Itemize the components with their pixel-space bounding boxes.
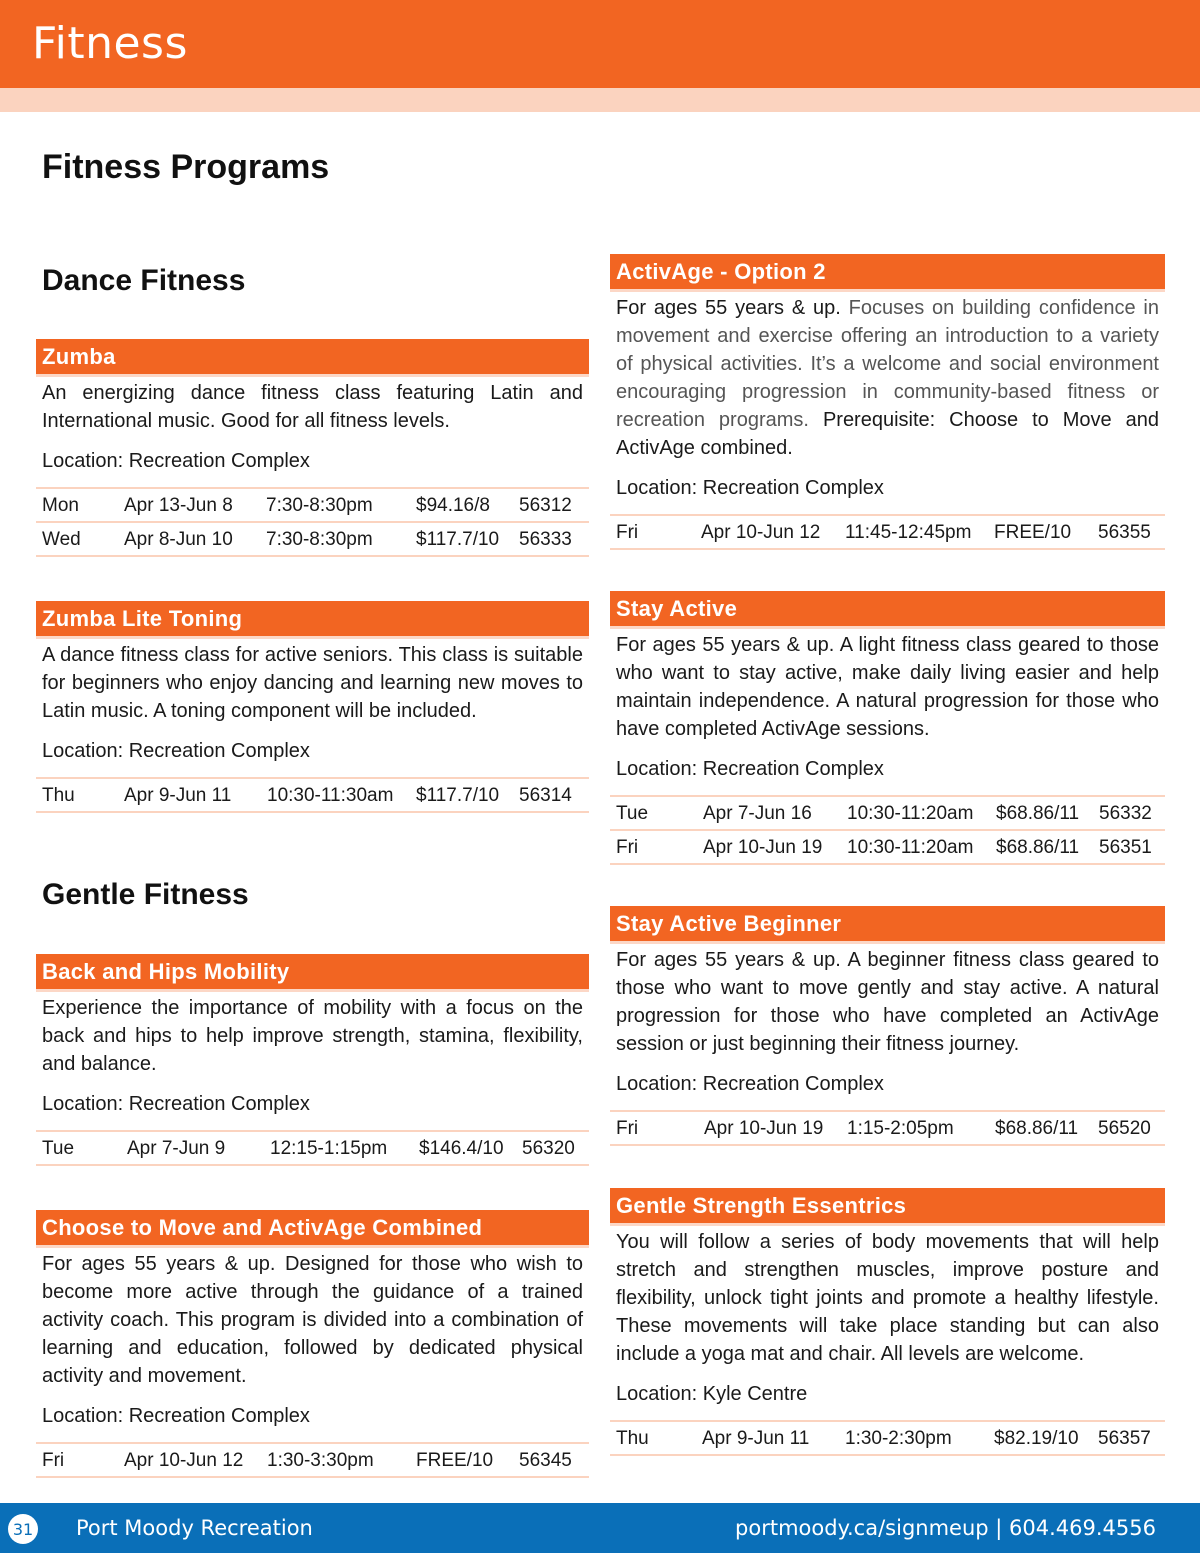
program-location: Location: Recreation Complex bbox=[42, 740, 310, 762]
row-code: 56520 bbox=[1098, 1118, 1151, 1139]
description-intro: For ages 55 years & up. bbox=[616, 297, 841, 319]
program-description: For ages 55 years & up. A beginner fitness class geared to those who want to move gently and stay active. A natural progression for those who have completed an ActivAge session or just beginning their fitness journey. bbox=[616, 949, 1159, 1055]
row-price: $68.86/11 bbox=[996, 803, 1080, 824]
row-time: 7:30-8:30pm bbox=[266, 529, 373, 550]
row-time: 10:30-11:20am bbox=[847, 803, 974, 824]
footer-contact-link[interactable]: portmoody.ca/signmeup | 604.469.4556 bbox=[735, 1516, 1156, 1540]
schedule-row[interactable] bbox=[36, 1444, 589, 1478]
program-name: Stay Active bbox=[616, 595, 738, 621]
program-zumba-lite-toning bbox=[36, 601, 589, 813]
row-day: Tue bbox=[42, 1138, 75, 1159]
row-dates: Apr 10-Jun 12 bbox=[701, 522, 821, 543]
schedule-table bbox=[36, 487, 589, 557]
row-dates: Apr 8-Jun 10 bbox=[124, 529, 233, 550]
row-dates: Apr 7-Jun 16 bbox=[703, 803, 812, 824]
row-time: 10:30-11:30am bbox=[267, 785, 394, 806]
row-time: 11:45-12:45pm bbox=[845, 522, 972, 543]
program-header bbox=[36, 601, 589, 639]
program-stay-active-beginner bbox=[610, 906, 1165, 1146]
program-location: Location: Recreation Complex bbox=[616, 477, 884, 499]
program-header bbox=[610, 1188, 1165, 1226]
program-gentle-strength-essentrics bbox=[610, 1188, 1165, 1456]
program-zumba bbox=[36, 339, 589, 557]
row-day: Fri bbox=[42, 1450, 65, 1471]
program-header bbox=[36, 339, 589, 377]
footer-org-name: Port Moody Recreation bbox=[76, 1516, 313, 1540]
row-time: 1:15-2:05pm bbox=[847, 1118, 954, 1139]
row-day: Fri bbox=[616, 837, 639, 858]
row-code: 56314 bbox=[519, 785, 572, 806]
row-price: $94.16/8 bbox=[416, 495, 490, 516]
program-header bbox=[36, 1210, 589, 1248]
schedule-row[interactable] bbox=[610, 1112, 1165, 1146]
section-title-dance: Dance Fitness bbox=[42, 264, 246, 297]
row-code: 56357 bbox=[1098, 1428, 1151, 1449]
page-number: 31 bbox=[8, 1514, 38, 1544]
row-price: $117.7/10 bbox=[416, 529, 500, 550]
program-name: Choose to Move and ActivAge Combined bbox=[42, 1214, 483, 1240]
schedule-table bbox=[36, 1442, 589, 1478]
row-price: $68.86/11 bbox=[996, 837, 1080, 858]
row-day: Wed bbox=[42, 529, 81, 550]
row-code: 56351 bbox=[1099, 837, 1152, 858]
row-day: Tue bbox=[616, 803, 649, 824]
row-code: 56333 bbox=[519, 529, 572, 550]
schedule-row[interactable] bbox=[36, 523, 589, 557]
program-header bbox=[610, 906, 1165, 944]
program-header bbox=[610, 591, 1165, 629]
row-time: 10:30-11:20am bbox=[847, 837, 974, 858]
program-name: Gentle Strength Essentrics bbox=[616, 1192, 907, 1218]
schedule-row[interactable] bbox=[610, 831, 1165, 865]
banner-stripe bbox=[0, 88, 1200, 112]
section-title-gentle: Gentle Fitness bbox=[42, 878, 249, 911]
schedule-row[interactable] bbox=[36, 779, 589, 813]
banner-title: Fitness bbox=[32, 18, 188, 69]
program-description: For ages 55 years & up. A light fitness class geared to those who want to stay active, make daily living easier and help maintain independence. A natural progression for those who have completed ActivAge sessions. bbox=[616, 634, 1159, 740]
row-dates: Apr 7-Jun 9 bbox=[127, 1138, 226, 1159]
row-dates: Apr 10-Jun 19 bbox=[704, 1118, 824, 1139]
row-dates: Apr 9-Jun 11 bbox=[124, 785, 232, 806]
program-location: Location: Recreation Complex bbox=[616, 758, 884, 780]
schedule-row[interactable] bbox=[610, 797, 1165, 831]
schedule-table bbox=[610, 514, 1165, 550]
program-location: Location: Recreation Complex bbox=[42, 450, 310, 472]
program-activage-option-2 bbox=[610, 254, 1165, 550]
row-price: FREE/10 bbox=[994, 522, 1072, 543]
schedule-table bbox=[610, 795, 1165, 865]
row-price: $117.7/10 bbox=[416, 785, 500, 806]
row-time: 1:30-3:30pm bbox=[267, 1450, 374, 1471]
description-focus: Focuses on building confidence in movement and exercise offering an introduction to a variety of physical activities. It’s a welcome and social environment encouraging progression in community-based fitness or recreation programs. bbox=[616, 297, 1160, 431]
row-code: 56355 bbox=[1098, 522, 1151, 543]
row-code: 56312 bbox=[519, 495, 572, 516]
program-description: For ages 55 years & up. Designed for those who wish to become more active through the guidance of a trained activity coach. This program is divided into a combination of learning and education, followed by dedicated physical activity and movement. bbox=[42, 1253, 583, 1387]
row-time: 1:30-2:30pm bbox=[845, 1428, 952, 1449]
schedule-row[interactable] bbox=[36, 1132, 589, 1166]
row-price: FREE/10 bbox=[416, 1450, 494, 1471]
program-description bbox=[610, 292, 1165, 462]
program-location: Location: Recreation Complex bbox=[616, 1073, 884, 1095]
row-day: Mon bbox=[42, 495, 79, 516]
program-description: A dance fitness class for active seniors. This class is suitable for beginners who enjoy dancing and learning new moves to Latin music. A toning component will be included. bbox=[42, 644, 583, 722]
program-back-hips-mobility bbox=[36, 954, 589, 1166]
program-name: Zumba Lite Toning bbox=[42, 605, 243, 631]
row-price: $82.19/10 bbox=[994, 1428, 1079, 1449]
row-time: 12:15-1:15pm bbox=[270, 1138, 388, 1159]
program-header bbox=[36, 954, 589, 992]
page-title: Fitness Programs bbox=[42, 148, 330, 186]
schedule-row[interactable] bbox=[36, 489, 589, 523]
row-code: 56345 bbox=[519, 1450, 572, 1471]
row-dates: Apr 10-Jun 12 bbox=[124, 1450, 244, 1471]
program-location: Location: Kyle Centre bbox=[616, 1383, 808, 1405]
row-time: 7:30-8:30pm bbox=[266, 495, 373, 516]
schedule-table bbox=[36, 1130, 589, 1166]
row-code: 56332 bbox=[1099, 803, 1152, 824]
description-prerequisite: Prerequisite: Choose to Move and ActivAge combined. bbox=[616, 409, 1159, 459]
program-stay-active bbox=[610, 591, 1165, 865]
program-name: Back and Hips Mobility bbox=[42, 958, 290, 984]
program-name: Zumba bbox=[42, 343, 116, 369]
program-choose-to-move bbox=[36, 1210, 589, 1478]
program-description: Experience the importance of mobility with a focus on the back and hips to help improve strength, stamina, flexibility, and balance. bbox=[42, 997, 583, 1075]
row-price: $146.4/10 bbox=[419, 1138, 504, 1159]
row-dates: Apr 9-Jun 11 bbox=[702, 1428, 810, 1449]
schedule-row[interactable] bbox=[610, 1422, 1165, 1456]
row-dates: Apr 13-Jun 8 bbox=[124, 495, 233, 516]
program-location: Location: Recreation Complex bbox=[42, 1405, 310, 1427]
row-day: Thu bbox=[42, 785, 75, 806]
page-banner bbox=[0, 0, 1200, 88]
page-footer bbox=[0, 1503, 1200, 1553]
row-code: 56320 bbox=[522, 1138, 575, 1159]
program-header bbox=[610, 254, 1165, 292]
program-description: An energizing dance fitness class featuring Latin and International music. Good for all fitness levels. bbox=[42, 382, 583, 432]
program-description: You will follow a series of body movements that will help stretch and strengthen muscles, improve posture and flexibility, unlock tight joints and promote a healthy lifestyle. These movements will take place standing but can also include a yoga mat and chair. All levels are welcome. bbox=[616, 1231, 1159, 1365]
schedule-table bbox=[36, 777, 589, 813]
program-name: ActivAge - Option 2 bbox=[616, 258, 826, 284]
schedule-table bbox=[610, 1420, 1165, 1456]
row-day: Thu bbox=[616, 1428, 649, 1449]
row-dates: Apr 10-Jun 19 bbox=[703, 837, 823, 858]
program-name: Stay Active Beginner bbox=[616, 910, 842, 936]
row-day: Fri bbox=[616, 522, 639, 543]
row-day: Fri bbox=[616, 1118, 639, 1139]
row-price: $68.86/11 bbox=[995, 1118, 1079, 1139]
schedule-table bbox=[610, 1110, 1165, 1146]
program-location: Location: Recreation Complex bbox=[42, 1093, 310, 1115]
schedule-row[interactable] bbox=[610, 516, 1165, 550]
